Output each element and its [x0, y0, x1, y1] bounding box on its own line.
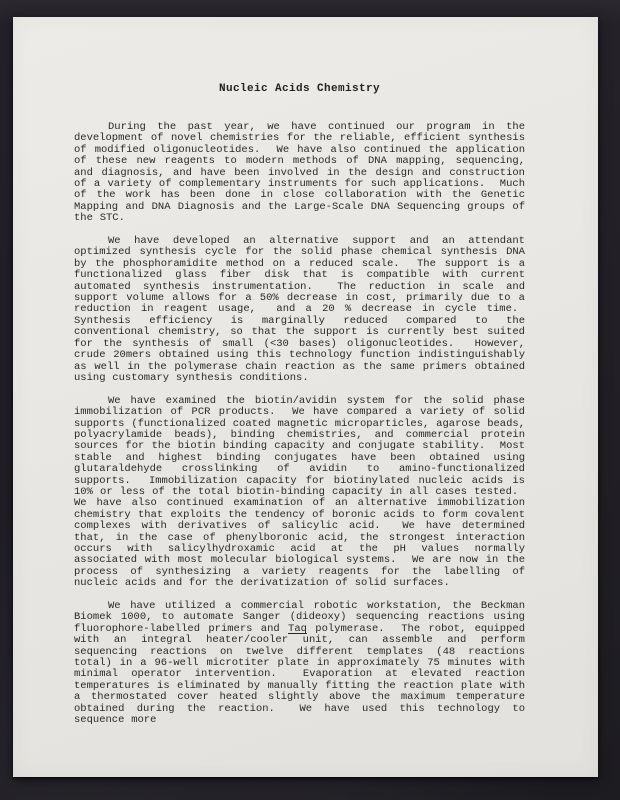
- page-content: [13, 17, 598, 726]
- paragraph-4: [74, 601, 525, 726]
- paragraph-1: During the past year, we have continued our program in the development of novel chemistries for the reliable, efficient synthesis of modified oligonucleotides. We have also continued the application of these new reagents to modern methods of DNA mapping, sequencing, and diagnosis, and have been involved in the design and construction of a variety of complementary instruments for such applications. Much of the work has been done in close collaboration with the Genetic Mapping and DNA Diagnosis and the Large-Scale DNA Sequencing groups of the STC.: [74, 121, 525, 225]
- paragraph-4-text-before-taq: We have utilized a commercial robotic workstation, the Beckman Biomek 1000, to automate Sanger (dideoxy) sequencing reactions using fluorophore-labelled primers and: [74, 600, 525, 635]
- document-title: Nucleic Acids Chemistry: [218, 83, 381, 95]
- document-page: [13, 17, 598, 777]
- paragraph-4-text-after-taq: polymerase. The robot, equipped with an integral heater/cooler unit, can assemble and perform sequencing reactions on twelve different templates (48 reactions total) in a 96-well microtiter plate in approximately 75 minutes with minimal operator intervention. Evaporation at elevated reaction temperatures is eliminated by manually fitting the reaction plate with a thermostated cover heated slightly above the maximum temperature obtained during the reaction. We have used this technology to sequence more: [74, 622, 526, 727]
- taq-underlined-term: Taq: [288, 622, 307, 635]
- paragraph-2: We have developed an alternative support and an attendant optimized synthesis cycle for the solid phase chemical synthesis DNA by the phosphoramidite method on a reduced scale. The support is a functionalized glass fiber disk that is compatible with current automated synthesis instrumentation. The reduction in scale and support volume allows for a 50% decrease in cost, primarily due to a reduction in reagent usage, and a 20 % decrease in cycle time. Synthesis efficiency is marginally reduced compared to the conventional chemistry, so that the support is currently best suited for the synthesis of small (<30 bases) oligonucleotides. However, crude 20mers obtained using this technology function indistinguishably as well in the polymerase chain reaction as the same primers obtained using customary synthesis conditions.: [74, 235, 525, 384]
- paragraph-3: We have examined the biotin/avidin system for the solid phase immobilization of PCR products. We have compared a variety of solid supports (functionalized coated magnetic microparticles, agarose beads, polyacrylamide beads), binding chemistries, and commercial protein sources for the biotin binding capacity and conjugate stability. Most stable and highest binding conjugates have been obtained using glutaraldehyde crosslinking of avidin to amino-functionalized supports. Immobilization capacity for biotinylated nucleic acids is 10% or less of the total biotin-binding capacity in all cases tested. We have also continued examination of an alternative immobilization chemistry that exploits the tendency of boronic acids to form covalent complexes with derivatives of salicylic acid. We have determined that, in the case of phenylboronic acid, the strongest interaction occurs with salicylhydroxamic acid at the pH values normally associated with most molecular biological systems. We are now in the process of synthesizing a variety reagents for the labelling of nucleic acids and for the derivatization of solid surfaces.: [74, 394, 525, 590]
